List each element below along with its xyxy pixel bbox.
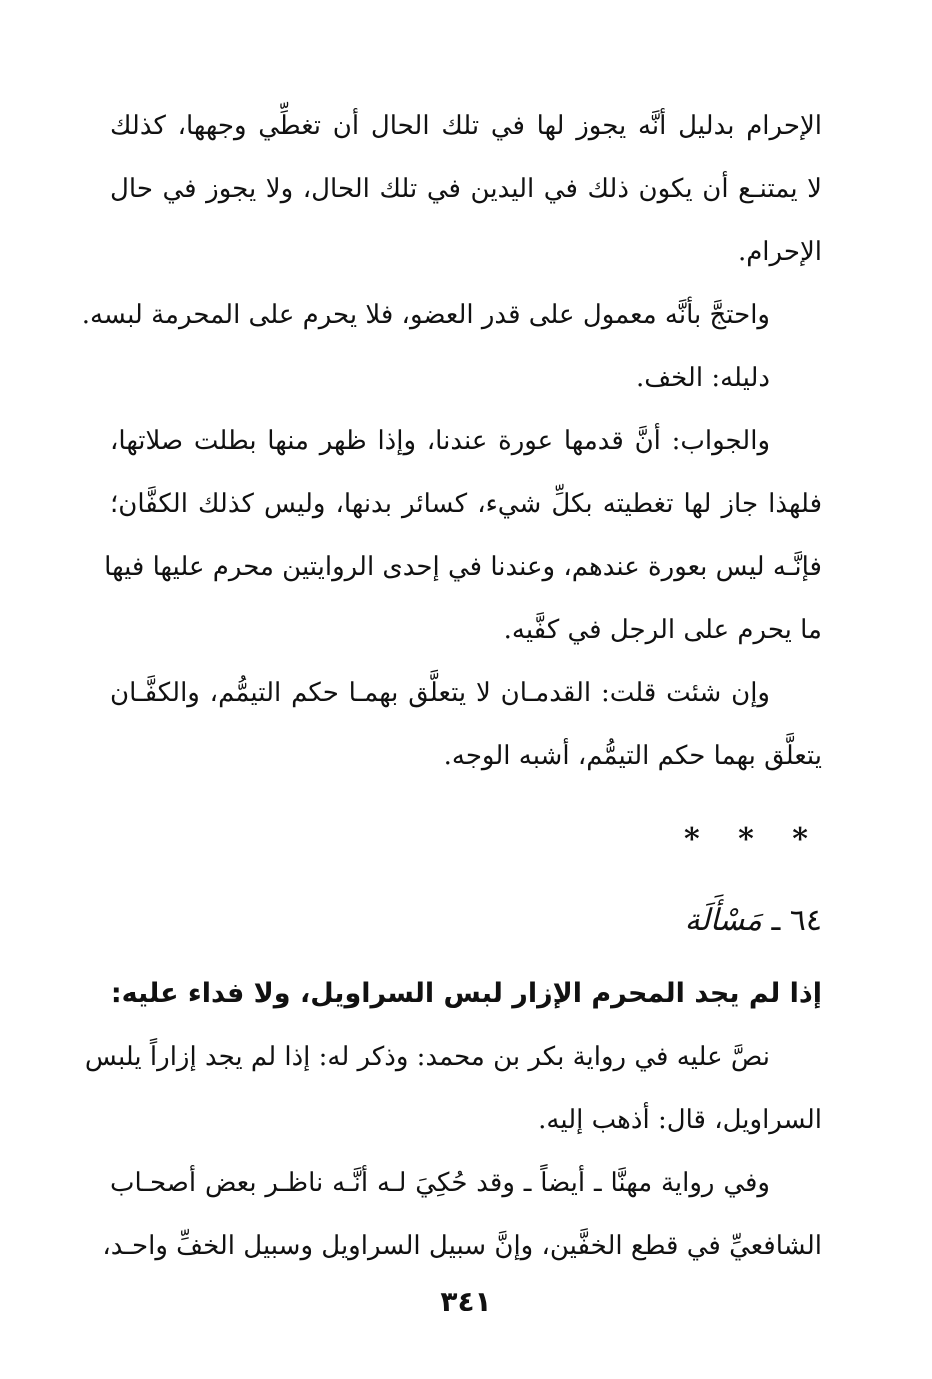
text-line: يتعلَّق بهما حكم التيمُّم، أشبه الوجه. xyxy=(443,741,822,771)
issue-title: إذا لم يجد المحرم الإزار لبس السراويل، ولا فداء عليه: xyxy=(110,978,822,1009)
text-line: الإحرام. xyxy=(737,237,822,267)
paragraph-6 xyxy=(84,1026,822,1152)
page-number: ٣٤١ xyxy=(440,1285,492,1318)
section-separator: * * * xyxy=(684,822,822,857)
text-line: والجواب: أنَّ قدمها عورة عندنا، وإذا ظهر منها بطلت صلاتها، xyxy=(110,426,770,456)
text-line: لا يمتنـع أن يكون ذلك في اليدين في تلك الحال، ولا يجوز في حال xyxy=(110,174,822,204)
text-line: ما يحرم على الرجل في كفَّيه. xyxy=(503,615,822,645)
masala-number: ٦٤ ـ xyxy=(771,903,822,938)
paragraph-3 xyxy=(110,347,822,410)
paragraph-5 xyxy=(110,662,822,788)
text-line: دليله: الخف. xyxy=(635,363,770,393)
paragraph-1 xyxy=(110,95,822,284)
page-body xyxy=(81,95,822,1278)
text-line: نصَّ عليه في رواية بكر بن محمد: وذكر له: إذا لم يجد إزاراً يلبس xyxy=(84,1042,770,1072)
text-line: وإن شئت قلت: القدمـان لا يتعلَّق بهمـا حكم التيمُّم، والكفَّـان xyxy=(110,678,770,708)
text-line: الشافعيِّ في قطع الخفَّين، وإنَّ سبيل السراويل وسبيل الخفِّ واحـد، xyxy=(102,1231,822,1261)
text-line: الإحرام بدليل أنَّه يجوز لها في تلك الحال أن تغطِّي وجهها، كذلك xyxy=(110,111,822,141)
paragraph-7 xyxy=(102,1152,822,1278)
text-line: فلهذا جاز لها تغطيته بكلِّ شيء، كسائر بدنها، وليس كذلك الكفَّان؛ xyxy=(110,489,822,519)
text-line: فإنَّـه ليس بعورة عندهم، وعندنا في إحدى الروايتين محرم عليها فيها xyxy=(104,552,822,582)
text-line: السراويل، قال: أذهب إليه. xyxy=(538,1105,822,1135)
masala-word: مَسْأَلَة xyxy=(684,903,762,938)
masala-heading xyxy=(110,886,822,956)
text-line: وفي رواية مهنَّا ـ أيضاً ـ وقد حُكِيَ لـه أنَّـه ناظـر بعض أصحـاب xyxy=(110,1168,770,1198)
paragraph-2 xyxy=(81,284,822,347)
text-line: واحتجَّ بأنَّه معمول على قدر العضو، فلا يحرم على المحرمة لبسه. xyxy=(81,300,770,330)
paragraph-4 xyxy=(104,410,822,662)
